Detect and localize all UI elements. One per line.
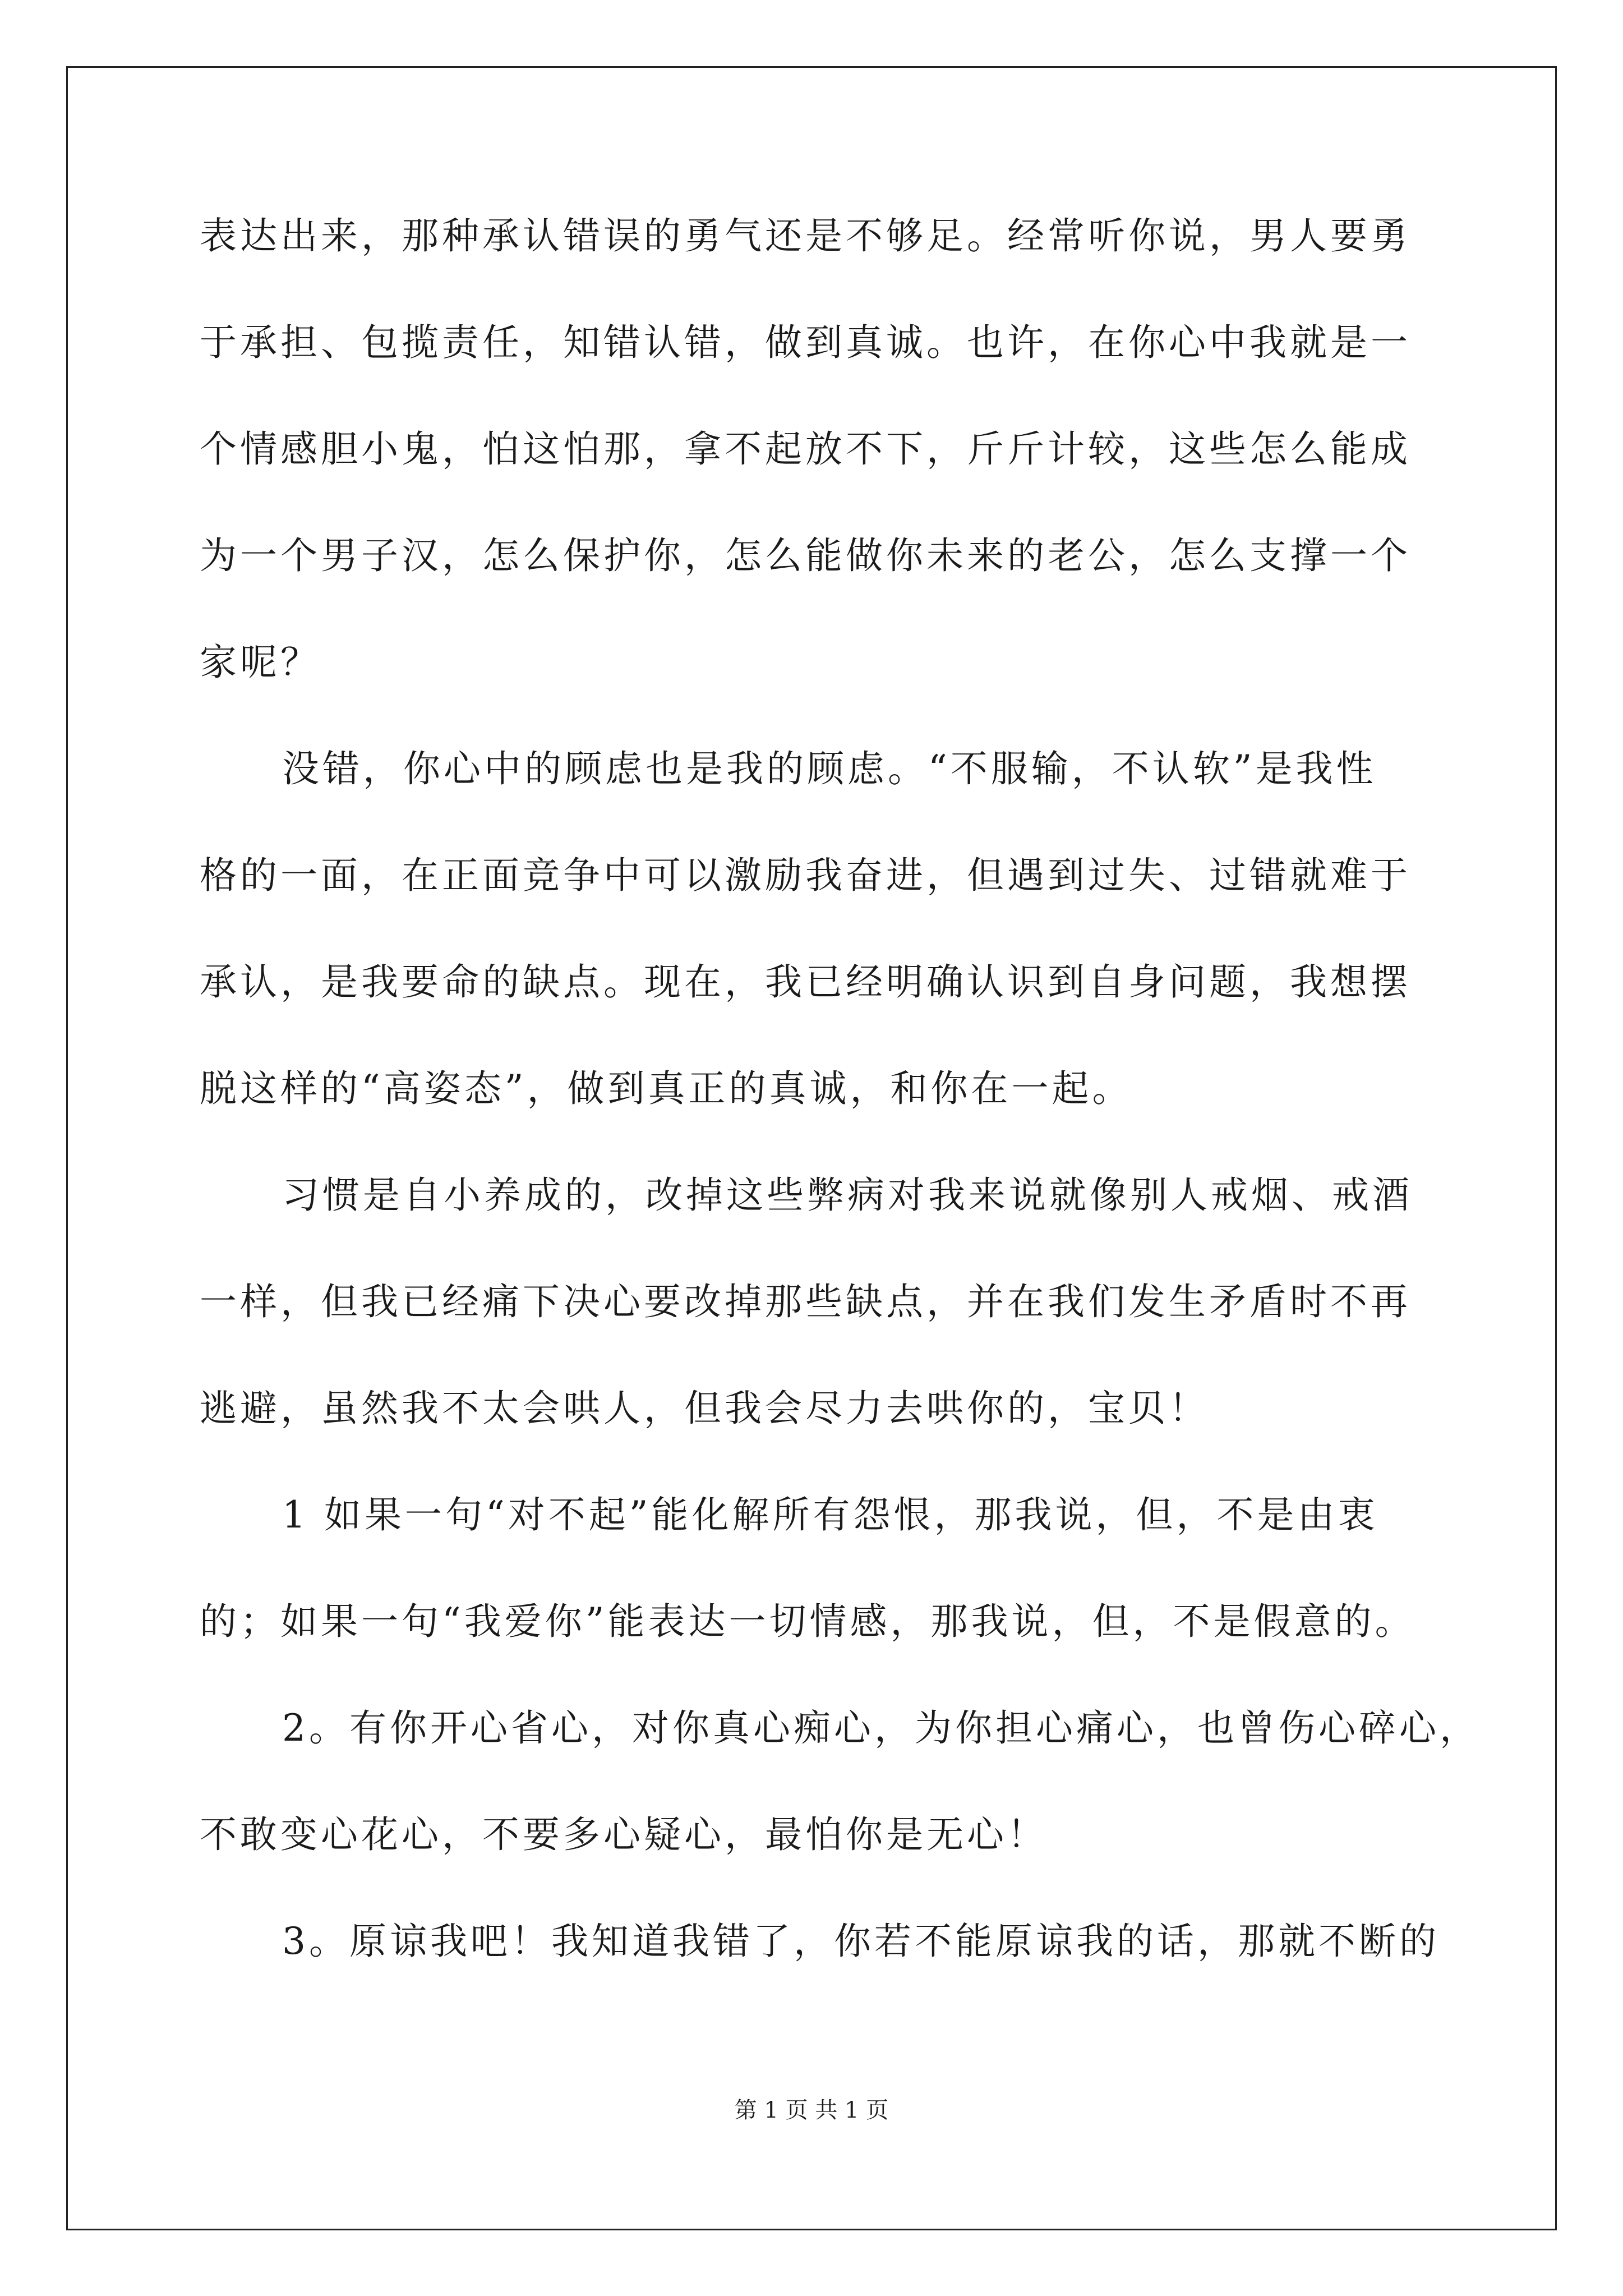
- text-line: 于承担、包揽责任，知错认错，做到真诚。也许，在你心中我就是一: [200, 321, 1411, 364]
- text-line: 逃避，虽然我不太会哄人，但我会尽力去哄你的，宝贝！: [200, 1387, 1209, 1430]
- text-line: 承认，是我要命的缺点。现在，我已经明确认识到自身问题，我想摆: [200, 960, 1411, 1004]
- page-footer: 第 1 页 共 1 页: [734, 2097, 889, 2123]
- text-line: 为一个男子汉，怎么保护你，怎么能做你未来的老公，怎么支撑一个: [200, 534, 1411, 577]
- text-line: 不敢变心花心，不要多心疑心，最怕你是无心！: [200, 1813, 1048, 1856]
- text-line: 脱这样的“高姿态”，做到真正的真诚，和你在一起。: [200, 1067, 1133, 1110]
- text-line: 个情感胆小鬼，怕这怕那，拿不起放不下，斤斤计较，这些怎么能成: [200, 427, 1411, 471]
- paragraph-start-line: 3。原谅我吧！我知道我错了，你若不能原谅我的话，那就不断的: [282, 1920, 1440, 1963]
- text-line: 一样，但我已经痛下决心要改掉那些缺点，并在我们发生矛盾时不再: [200, 1280, 1411, 1323]
- text-line: 格的一面，在正面竞争中可以激励我奋进，但遇到过失、过错就难于: [200, 854, 1411, 897]
- text-line: 家呢？: [200, 641, 321, 684]
- document-body: [200, 214, 1480, 2030]
- text-line: 表达出来，那种承认错误的勇气还是不够足。经常听你说，男人要勇: [200, 214, 1411, 257]
- paragraph-start-line: 没错，你心中的顾虑也是我的顾虑。“不服输，不认软”是我性: [282, 747, 1377, 790]
- paragraph-start-line: 1 如果一句“对不起”能化解所有怨恨，那我说，但，不是由衷: [282, 1493, 1378, 1536]
- paragraph-start-line: 2。有你开心省心，对你真心痴心，为你担心痛心，也曾伤心碎心，: [282, 1706, 1480, 1750]
- text-line: 的；如果一句“我爱你”能表达一切情感，那我说，但，不是假意的。: [200, 1600, 1415, 1643]
- paragraph-start-line: 习惯是自小养成的，改掉这些弊病对我来说就像别人戒烟、戒酒: [282, 1174, 1413, 1217]
